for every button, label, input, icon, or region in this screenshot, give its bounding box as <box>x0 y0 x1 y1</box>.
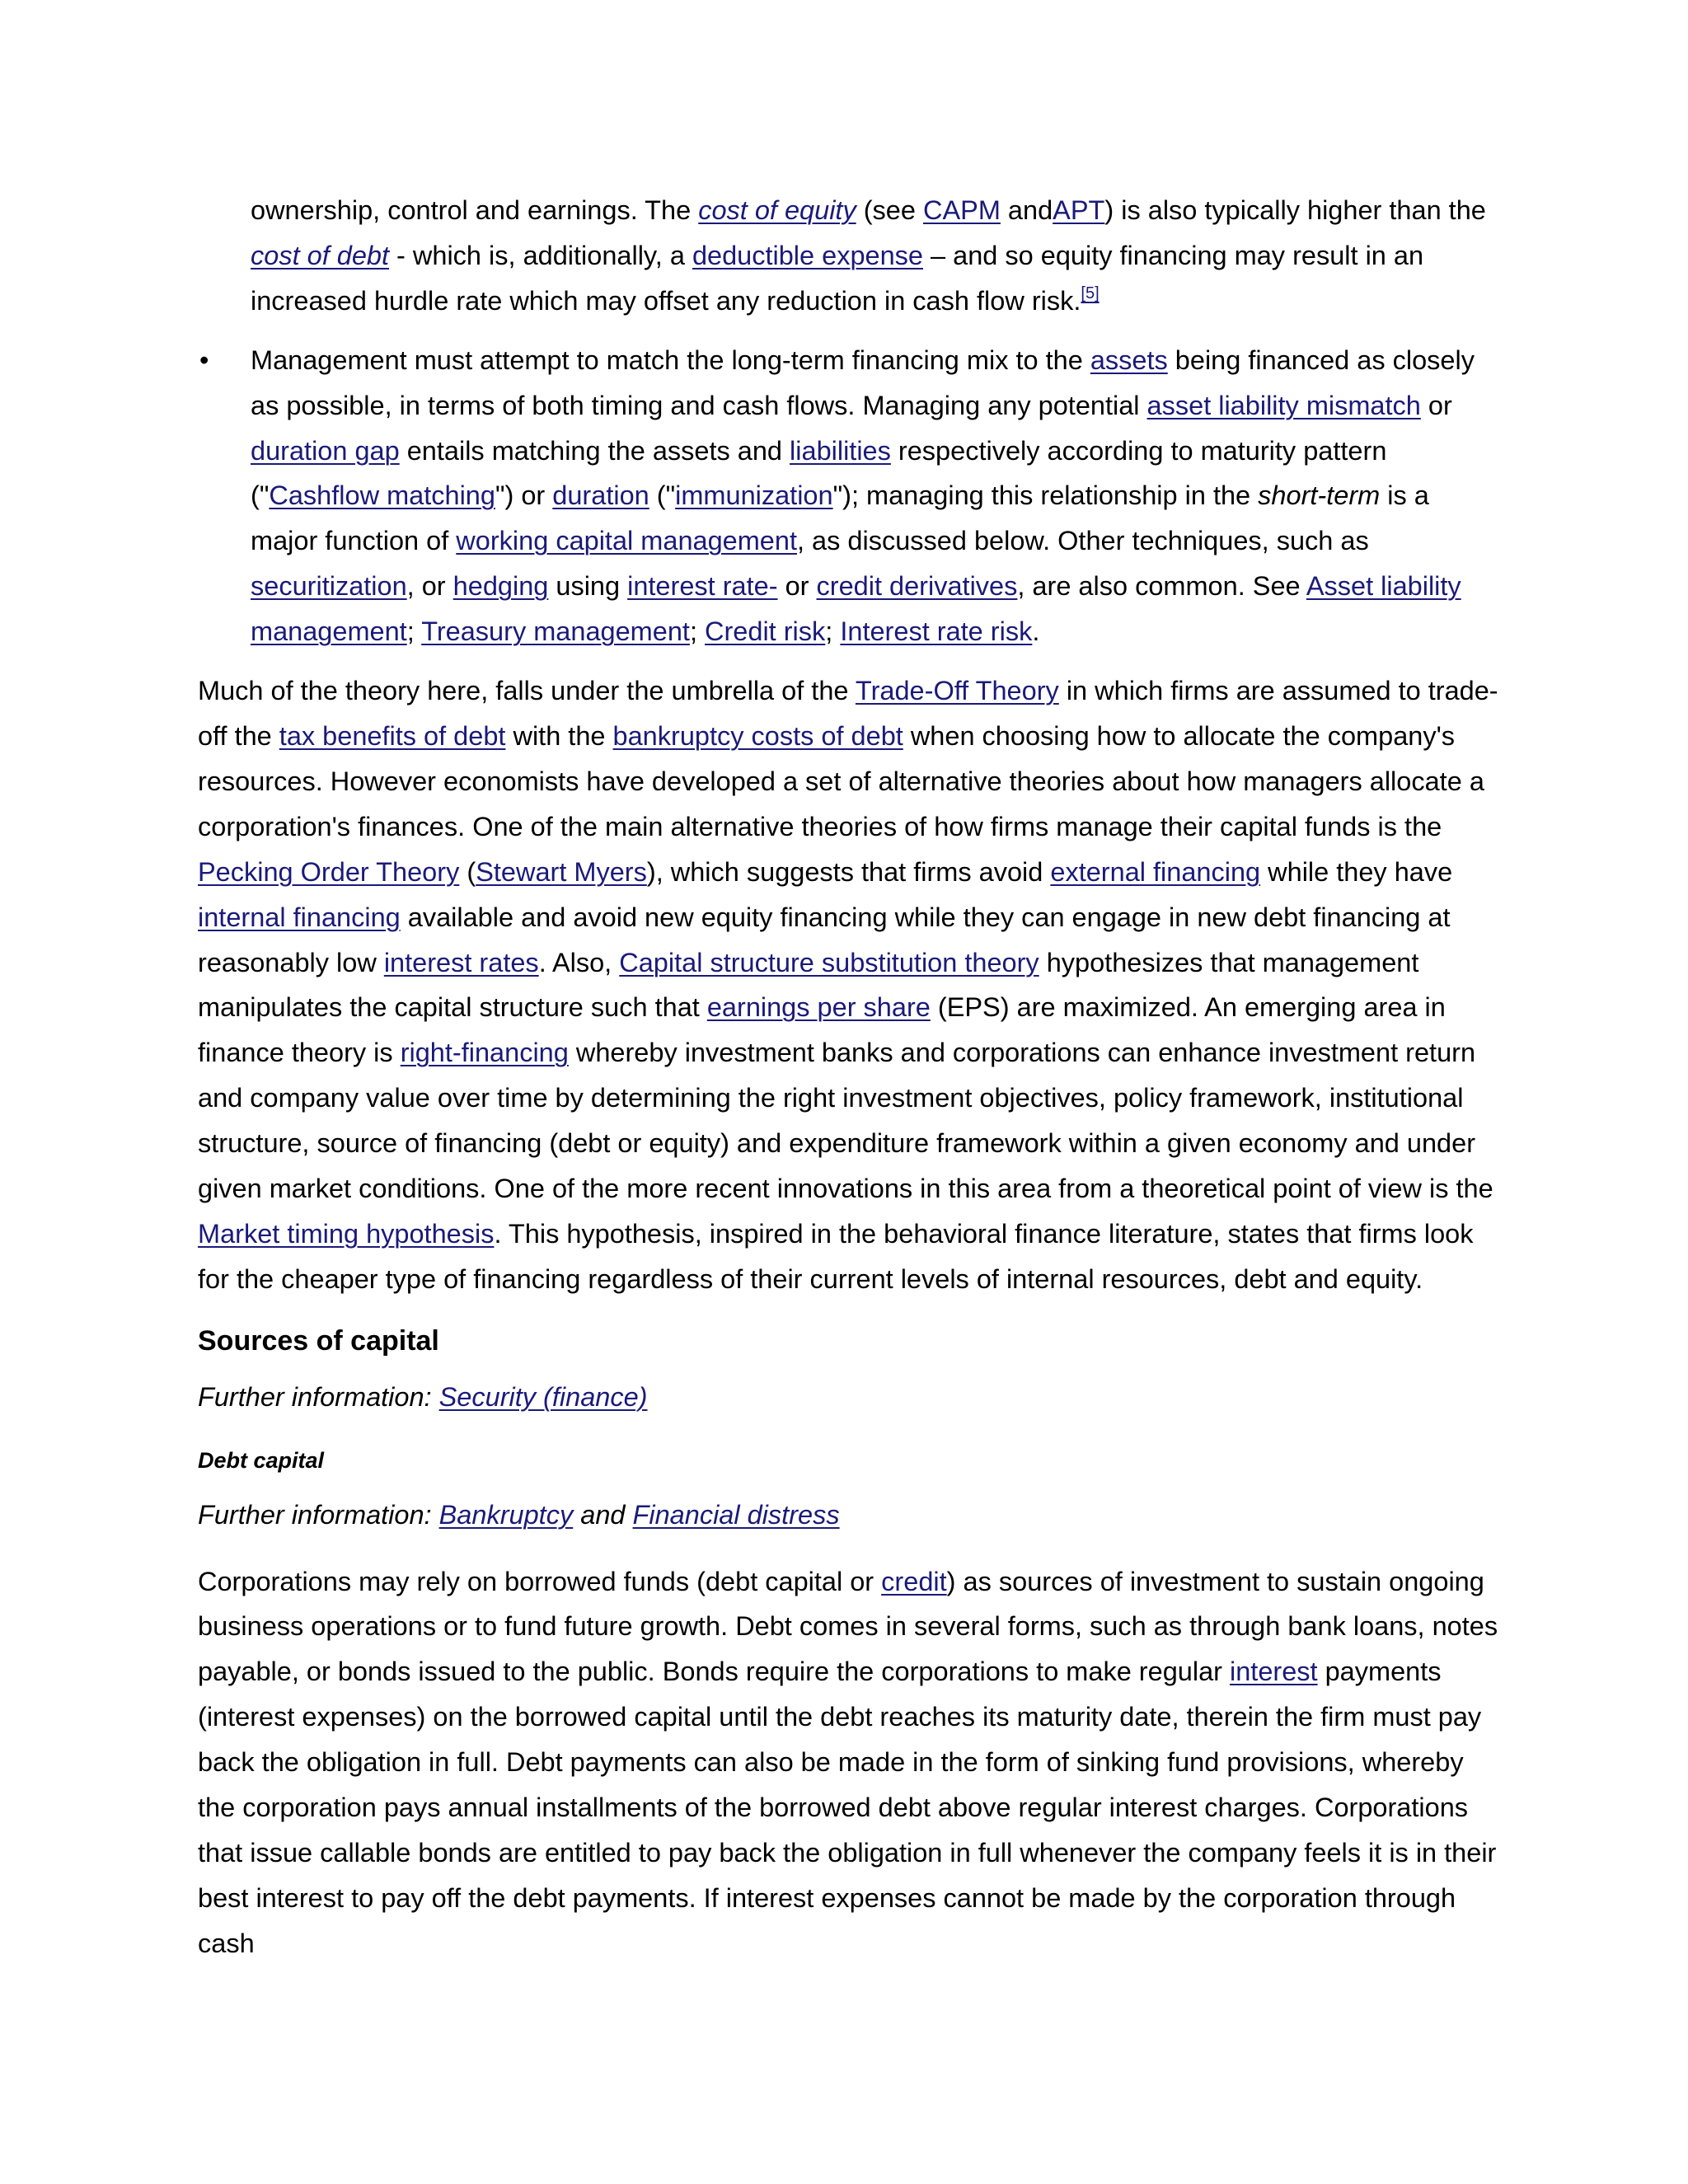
link-credit-risk[interactable]: Credit risk <box>705 616 826 647</box>
text: and <box>1000 195 1053 225</box>
link-trade-off-theory[interactable]: Trade-Off Theory <box>855 676 1059 706</box>
text: ; <box>825 616 841 647</box>
link-capital-structure-substitution-theory[interactable]: Capital structure substitution theory <box>619 947 1039 977</box>
text: Further information: <box>198 1499 439 1530</box>
link-stewart-myers[interactable]: Stewart Myers <box>476 856 647 887</box>
text: or <box>1420 390 1452 420</box>
link-credit[interactable]: credit <box>881 1566 947 1596</box>
text: and <box>573 1499 633 1530</box>
paragraph-debt-capital <box>198 1559 1500 1966</box>
text: Further information: <box>198 1381 439 1412</box>
text: "); managing this relationship in the <box>832 480 1259 511</box>
text: ; <box>406 616 422 647</box>
further-information-bankruptcy <box>198 1493 1500 1538</box>
text: Management must attempt to match the long-term financing mix to the <box>251 344 1090 375</box>
text: , are also common. See <box>1017 571 1306 602</box>
text: Much of the theory here, falls under the umbrella of the <box>198 676 856 706</box>
bullet-mark: • <box>199 344 209 375</box>
link-cashflow-matching[interactable]: Cashflow matching <box>269 480 495 511</box>
link-credit-derivatives[interactable]: credit derivatives <box>816 571 1018 602</box>
bullet-continuation <box>198 188 1500 324</box>
text: ( <box>459 856 476 887</box>
link-asset-liability-mismatch[interactable]: asset liability mismatch <box>1146 390 1421 420</box>
link-cost-of-debt[interactable]: cost of debt <box>251 240 390 270</box>
link-interest-rates[interactable]: interest rates <box>383 947 539 977</box>
link-deductible-expense[interactable]: deductible expense <box>692 240 924 270</box>
link-right-financing[interactable]: right-financing <box>400 1038 569 1068</box>
link-interest[interactable]: interest <box>1230 1657 1318 1687</box>
text: ) as sources of investment to sustain ongoing business operations or to fund future growth. Debt comes in several forms, such as through bank loans, notes payable, or bonds issued to the public. Bonds require the corporations to make regular <box>198 1566 1498 1687</box>
link-internal-financing[interactable]: internal financing <box>198 902 401 932</box>
link-cost-of-equity[interactable]: cost of equity <box>698 195 856 225</box>
text: entails matching the assets and <box>399 435 790 466</box>
link-securitization[interactable]: securitization <box>251 571 407 602</box>
text: payments (interest expenses) on the borrowed capital until the debt reaches its maturity date, therein the firm must pay back the obligation in full. Debt payments can also be made in the form of sinking fund provisions, whereby the corporation pays annual installments of the borrowed debt above regular interest charges. Corporations that issue callable bonds are entitled to pay back the obligation in full whenever the company feels it is in their best interest to pay off the debt payments. If interest expenses cannot be made by the corporation through cash <box>198 1657 1497 1958</box>
link-treasury-management[interactable]: Treasury management <box>421 616 690 647</box>
link-working-capital-management[interactable]: working capital management <box>456 526 797 556</box>
link-capm[interactable]: CAPM <box>923 195 1001 225</box>
text: with the <box>505 720 613 751</box>
link-liabilities[interactable]: liabilities <box>790 435 891 466</box>
text: ), which suggests that firms avoid <box>646 856 1051 887</box>
text: , as discussed below. Other techniques, such as <box>797 526 1369 556</box>
subsection-heading-debt-capital: Debt capital <box>198 1447 325 1473</box>
text: available and avoid new equity financing while they can engage in new debt financing at reasonably low <box>198 902 1451 977</box>
link-financial-distress[interactable]: Financial distress <box>632 1499 840 1530</box>
link-market-timing-hypothesis[interactable]: Market timing hypothesis <box>198 1218 495 1249</box>
text: or <box>777 571 817 602</box>
text: when choosing how to allocate the company's resources. However economists have developed a set of alternative theories about how managers allocate a corporation's finances. One of the main alternative theories of how firms manage their capital funds is the <box>198 720 1484 841</box>
text: being financed as closely as possible, in terms of both timing and cash flows. Managing any potential <box>251 344 1475 420</box>
text: . <box>1032 616 1040 647</box>
link-external-financing[interactable]: external financing <box>1050 856 1261 887</box>
text: respectively according to maturity pattern (" <box>251 435 1387 511</box>
text: using <box>548 571 628 602</box>
link-bankruptcy[interactable]: Bankruptcy <box>438 1499 574 1530</box>
link-tax-benefits-of-debt[interactable]: tax benefits of debt <box>279 720 506 751</box>
link-apt[interactable]: APT <box>1053 195 1105 225</box>
link-interest-rate-derivatives[interactable]: interest rate- <box>627 571 778 602</box>
text: - which is, additionally, a <box>389 240 692 270</box>
link-hedging[interactable]: hedging <box>452 571 549 602</box>
text: (" <box>649 480 676 511</box>
link-pecking-order-theory[interactable]: Pecking Order Theory <box>198 856 460 887</box>
text: whereby investment banks and corporations can enhance investment return and company value over time by determining the right investment objectives, policy framework, institutional structure, source of financing (debt or equity) and expenditure framework within a given economy and under given market conditions. One of the more recent innovations in this area from a theoretical point of view is the <box>198 1038 1493 1204</box>
link-earnings-per-share[interactable]: earnings per share <box>706 992 931 1023</box>
link-security-finance[interactable]: Security (finance) <box>438 1381 648 1412</box>
text: – and so equity financing may result in an increased hurdle rate which may offset any reduction in cash flow risk. <box>251 240 1424 316</box>
text: . Also, <box>538 947 620 977</box>
text: ownership, control and earnings. The <box>251 195 699 225</box>
text: ; <box>689 616 705 647</box>
text: (EPS) are maximized. An emerging area in finance theory is <box>198 992 1446 1068</box>
document-page <box>198 188 1500 1966</box>
section-heading-sources-of-capital: Sources of capital <box>198 1324 439 1357</box>
link-assets[interactable]: assets <box>1090 344 1168 375</box>
link-duration[interactable]: duration <box>552 480 649 511</box>
link-immunization[interactable]: immunization <box>675 480 833 511</box>
text: Corporations may rely on borrowed funds (debt capital or <box>198 1566 882 1596</box>
text: while they have <box>1260 856 1453 887</box>
text: (see <box>856 195 923 225</box>
text: ") or <box>495 480 553 511</box>
link-asset-liability-management[interactable]: Asset liability management <box>251 571 1461 647</box>
text: . This hypothesis, inspired in the behavioral finance literature, states that firms look for the cheaper type of financing regardless of their current levels of internal resources, debt and equity. <box>198 1218 1474 1294</box>
emphasis-short-term: short-term <box>1258 480 1381 511</box>
reference-link-5[interactable]: [5] <box>1081 284 1100 302</box>
text: ) is also typically higher than the <box>1104 195 1486 225</box>
text: , or <box>406 571 453 602</box>
text: in which firms are assumed to trade-off the <box>198 676 1498 751</box>
link-bankruptcy-costs-of-debt[interactable]: bankruptcy costs of debt <box>612 720 903 751</box>
bullet-item-matching <box>198 338 1500 654</box>
further-information-security <box>198 1375 1500 1420</box>
text: hypothesizes that management manipulates the capital structure such that <box>198 947 1419 1023</box>
link-duration-gap[interactable]: duration gap <box>251 435 400 466</box>
link-interest-rate-risk[interactable]: Interest rate risk <box>840 616 1033 647</box>
text: is a major function of <box>251 480 1429 556</box>
paragraph-theory <box>198 668 1500 1302</box>
